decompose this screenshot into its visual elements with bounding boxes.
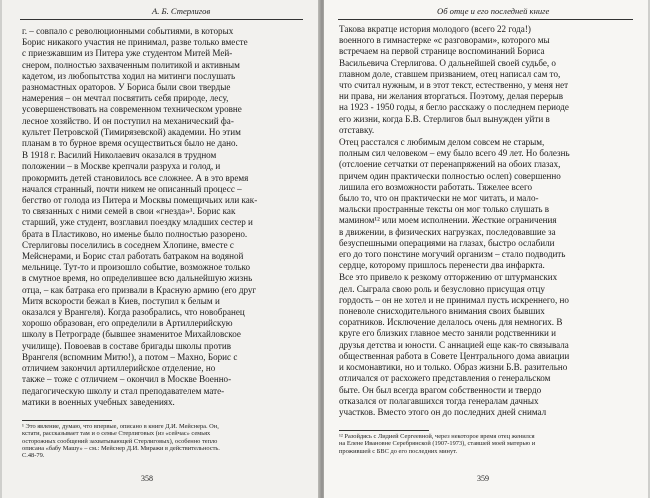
text-line: старший, уже студент, возглавил поездку младших сестер и bbox=[22, 217, 253, 228]
text-line: его до того понстине могучий организм – стало подводить bbox=[339, 249, 566, 260]
footnote-line: на Елене Ивановне Серебрянской (1907-1973), ставшей моей матерью и bbox=[339, 440, 536, 448]
text-line: что считал нужным, и в этот текст, естественно, у меня нет bbox=[339, 80, 569, 91]
text-line: отличием закончил артиллерийское отделение, но bbox=[22, 363, 216, 374]
text-line: военного в гимнастерке «с разговорами», которого мы bbox=[339, 35, 550, 46]
text-line: главном доле, ставшем призванием, отец написал сам то, bbox=[339, 68, 561, 79]
text-line: Все это привело к резкому отторжению от штурманских bbox=[339, 272, 558, 283]
text-line: начался странный, почти никем не описанный процесс – bbox=[22, 183, 242, 194]
text-line: лишила его возможности работать. Тяжелее всего bbox=[339, 181, 533, 192]
text-line: и космонавтики, но и только. Образ жизни Б.В. разительно bbox=[339, 362, 568, 373]
right-body-text bbox=[339, 24, 633, 418]
text-line: училище). Повоевав в составе бригады школы против bbox=[22, 340, 232, 351]
text-line: в смутное время, но определившее всю дальнейшую жизнь bbox=[22, 273, 253, 284]
text-line: общественная работа в Совете Центрального дома авиации bbox=[339, 350, 570, 361]
footnote-line: описана «бабу Машу» – см.: Мейснер Д.И. Миражи в действительность. bbox=[22, 444, 220, 452]
text-line: то связанных с ними семей в свои «гнезда»¹. Борис как bbox=[22, 206, 236, 217]
left-header-rule bbox=[20, 19, 303, 20]
text-line: соратников. Исключение делалось очень для немногих. В bbox=[339, 317, 563, 328]
footnote-line: осторожных сообщений захватывающей Стерлиговых), особенно тепло bbox=[22, 437, 218, 445]
text-line: оказался у Врангеля). Когда разобрались, что новобранец bbox=[22, 307, 245, 318]
text-line: на 1923 - 1950 годы, я бегло расскажу о последнем периоде bbox=[339, 102, 569, 113]
text-line: ни права, ни желания вторгаться. Поэтому, делая перерыв bbox=[339, 91, 564, 102]
text-line: круге его близких главное место заняли родственники и bbox=[339, 328, 556, 339]
text-line: полным сил человеком – ему было всего 49 лет. Но болезнь bbox=[339, 148, 570, 159]
right-page-number: 359 bbox=[477, 474, 489, 483]
text-line: снером, полностью захваченным политикой и активным bbox=[22, 59, 240, 70]
text-line: сердце, которому пришлось перенести два инфаркта. bbox=[339, 260, 545, 271]
text-line: быте. Он был всегда врагом собственности и твердо bbox=[339, 384, 542, 395]
text-line: мальски пространные тексты он мог только слушать в bbox=[339, 204, 550, 215]
footnote-line: С.48-79. bbox=[22, 452, 45, 460]
text-line: поневоле снисходительного внимания своих бывших bbox=[339, 306, 545, 317]
text-line: бегство от голода из Питера и Москвы помещичьих или как- bbox=[22, 195, 258, 206]
text-line: Такова вкратце история молодого (всего 22 года!) bbox=[339, 24, 531, 34]
text-line: мельнице. Тут-то и произошло событие, возможное только bbox=[22, 262, 251, 273]
text-line: встречаем на первой странице воспоминаний Бориса bbox=[339, 46, 545, 57]
text-line: хорошо образован, его определили в Артиллерийскую bbox=[22, 318, 233, 329]
text-line: Стерлиговы поселились в соседнем Хлопине, вместе с bbox=[22, 239, 234, 250]
left-body-text bbox=[22, 26, 303, 408]
text-line: Борис никакого участия не принимал, разве только вместе bbox=[22, 37, 248, 48]
left-running-head: А. Б. Стерлигов bbox=[152, 6, 211, 16]
right-running-head: Об отце и его последней книге bbox=[437, 6, 550, 16]
text-line: Мейснерами, и Борис стал работать батраком на водяной bbox=[22, 251, 244, 262]
text-line: намерения – он мечтал посвятить себя природе, лесу, bbox=[22, 93, 229, 104]
text-line: культет Петровской (Тимирязевской) академии. Но этим bbox=[22, 126, 241, 137]
text-line: причем один практически полностью ослеп) совершенно bbox=[339, 170, 561, 181]
right-footnote-rule bbox=[339, 430, 429, 431]
text-line: Врангеля (вспомним Митю!), а потом – Махно, Борис с bbox=[22, 351, 238, 362]
text-line: разномастных ораторов. У Бориса были свои твердые bbox=[22, 82, 231, 93]
footnote-line: ¹² Разойдясь с Лидией Сергеевной, через некоторое время отец женился bbox=[339, 433, 535, 440]
right-footnote bbox=[339, 433, 633, 455]
text-line: отказался от полагавшихся тогда генералам дачных bbox=[339, 395, 539, 406]
left-footnote-rule bbox=[22, 420, 112, 421]
text-line: педагогическую школу и стал преподавателем мате- bbox=[22, 385, 225, 396]
text-line: кадетом, из любопытства ходил на митинги послушать bbox=[22, 70, 236, 81]
text-line: усовершенствовать на современном техническом уровне bbox=[22, 104, 242, 115]
text-line: Отец расстался с любимым делом совсем не старым, bbox=[339, 137, 545, 148]
text-line: гордость – он не хотел и не принимал пусть искреннего, но bbox=[339, 294, 569, 305]
text-line: отца, – как батрака его призвали в Красную армию (его друг bbox=[22, 284, 257, 295]
text-line: друзья детства и юности. С аннацией еще как-то связывала bbox=[339, 339, 569, 350]
text-line: брата в Пластиково, но именье было полностью разорено. bbox=[22, 228, 248, 239]
footnote-line: ¹ Это явление, думаю, что впервые, описано в книге Д.И. Мейснера. Он, bbox=[22, 423, 219, 430]
text-line: было то, что он практически не мог читать, и мало- bbox=[339, 193, 539, 204]
text-line: школу в Петрограде (бывшее знаменитое Михайловское bbox=[22, 329, 241, 340]
footnote-line: кстати, рассказывает там и о семье Стерлиговых (из «сейчас» семьях bbox=[22, 430, 211, 438]
text-line: Митя вскороcти бежал в Киев, поступил к белым и bbox=[22, 295, 220, 306]
text-line: Васильевича Стерлигова. О дальнейшей своей судьбе, о bbox=[339, 57, 556, 68]
text-line: в движении, в физических нагрузках, последовавшие за bbox=[339, 226, 556, 237]
text-line: отставку. bbox=[339, 124, 375, 135]
right-header-rule bbox=[338, 19, 633, 20]
text-line: матики в военных учебных заведениях. bbox=[22, 396, 175, 407]
footnote-line: прожившей с БВС до его последних минут. bbox=[339, 447, 458, 455]
text-line: дел. Сыграла свою роль и безусловно присущая отцу bbox=[339, 283, 545, 294]
text-line: безуспешными операциями на глазах, быстро ослабили bbox=[339, 237, 555, 248]
text-line: его жизни, когда Б.В. Стерлигов был вынужден уйти в bbox=[339, 113, 550, 124]
text-line: В 1918 г. Василий Николаевич оказался в трудном bbox=[22, 150, 217, 161]
text-line: мамином¹² или моем исполнении. Жесткие ограничения bbox=[339, 215, 557, 226]
text-line: г. – совпало с революционными событиями, в которых bbox=[22, 26, 234, 36]
left-footnote bbox=[22, 423, 305, 459]
left-page-number: 358 bbox=[141, 474, 153, 483]
text-line: лесное хозяйство. И он поступил на механический фа- bbox=[22, 115, 234, 126]
text-line: отличался от расхожего представления о генеральском bbox=[339, 373, 551, 384]
text-line: планам в то бурное время осуществиться было не дано. bbox=[22, 138, 238, 149]
left-page bbox=[2, 0, 321, 498]
text-line: также – тоже с отличием – окончил в Москве Военно- bbox=[22, 374, 232, 385]
text-line: с приезжавшим из Питера уже студентом Митей Мей- bbox=[22, 48, 233, 59]
text-line: участков. Вместо этого он до последних дней снимал bbox=[339, 406, 547, 417]
text-line: (отслоение сетчатки от перенапряжений на обоих глазах, bbox=[339, 159, 561, 170]
text-line: прокормить детей становилось все сложнее. А в это время bbox=[22, 172, 249, 183]
right-page bbox=[324, 0, 648, 498]
text-line: положении – в Москве крепчали разруха и голод, и bbox=[22, 161, 221, 172]
